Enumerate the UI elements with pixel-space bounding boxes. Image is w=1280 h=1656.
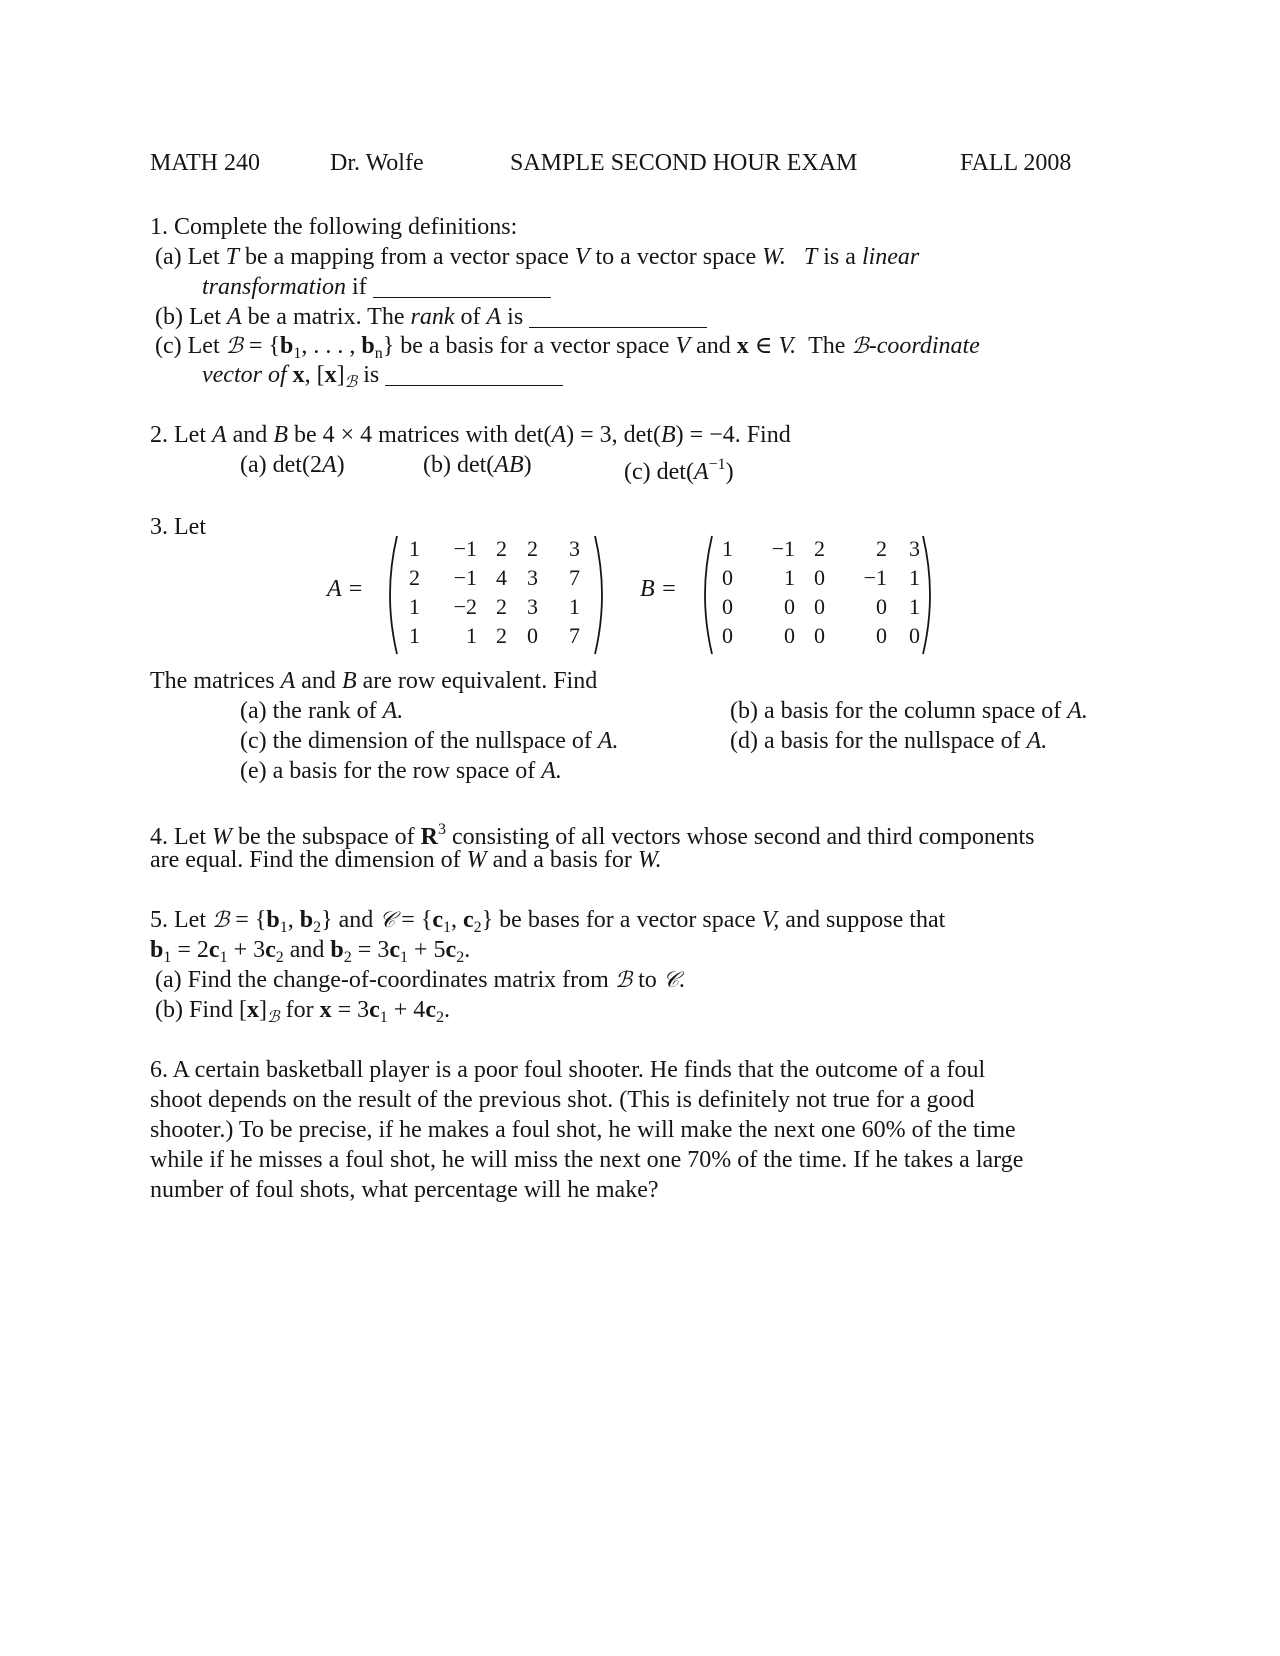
- q1c-subscript: n: [374, 345, 383, 362]
- q5-subscript: 2: [313, 919, 322, 936]
- q1c-var: V.: [778, 333, 797, 359]
- q3-var: A: [280, 668, 296, 694]
- q5-text: ,: [287, 907, 300, 933]
- q2-text: 2. Let: [150, 422, 206, 448]
- course-code: MATH 240: [150, 150, 261, 176]
- q1b-line: [155, 302, 707, 332]
- q2-text: ): [523, 452, 532, 478]
- matrix-cell: 0: [909, 623, 920, 648]
- q1a-var: V: [574, 244, 590, 270]
- q5-text: = {: [395, 907, 433, 933]
- q4-text: consisting of all vectors whose second and third components: [451, 824, 1035, 850]
- exam-term: FALL 2008: [960, 150, 1072, 176]
- q1a-text: is a: [823, 244, 856, 270]
- matrix-cell: 0: [814, 565, 825, 590]
- q5-vector: x: [319, 997, 332, 1023]
- matrix-cell: 3: [569, 536, 580, 561]
- matrix-cell: 1: [909, 594, 920, 619]
- q1c-term: -coordinate: [868, 333, 980, 359]
- answer-blank[interactable]: [385, 363, 563, 386]
- matrix-cell: 0: [814, 623, 825, 648]
- matrix-cell: 0: [876, 594, 887, 619]
- q1c-text: ∈: [748, 333, 779, 359]
- q1a-var: T: [225, 244, 239, 270]
- q6-line: number of foul shots, what percentage will he make?: [150, 1177, 659, 1203]
- q1c-term: vector of: [202, 362, 287, 388]
- q1a-text: if: [352, 274, 367, 300]
- matrix-cell: −1: [453, 565, 477, 590]
- q5-text: } and: [321, 907, 374, 933]
- q4-text: are equal. Find the dimension of: [150, 847, 461, 873]
- matrix-cell: 0: [814, 594, 825, 619]
- q2-text: ): [725, 459, 734, 485]
- matrix-cell: 3: [527, 594, 538, 619]
- q1c-text: Let: [187, 333, 220, 359]
- q5-vector: c: [208, 937, 220, 963]
- q1b-text: of: [460, 304, 481, 330]
- matrix-cell: 1: [784, 565, 795, 590]
- q2-var: AB: [494, 452, 524, 478]
- q1a-line1: [155, 242, 1130, 272]
- matrix-cell: 4: [496, 565, 507, 590]
- q5-vector: b: [266, 907, 280, 933]
- answer-blank[interactable]: [373, 275, 551, 298]
- matrix-b-label: B =: [640, 576, 677, 602]
- q2-var: B: [273, 422, 288, 448]
- q1b-label: (b): [155, 304, 183, 330]
- q2-text: be 4 × 4 matrices with det(: [293, 422, 552, 448]
- matrix-cell: −1: [453, 536, 477, 561]
- q5-text: ,: [451, 907, 463, 933]
- q5-subscript: 1: [163, 949, 172, 966]
- q5-text: + 3: [227, 937, 266, 963]
- q1a-text: to a vector space: [595, 244, 757, 270]
- matrix-cell: 1: [409, 623, 420, 648]
- q5-text: (a) Find the change-of-coordinates matrix from: [155, 967, 609, 993]
- matrix-cell: 0: [784, 594, 795, 619]
- q5-subscript: 1: [399, 949, 408, 966]
- q2-line1: [150, 420, 791, 450]
- matrix-cell: 0: [784, 623, 795, 648]
- q3-part-d: [730, 726, 1047, 756]
- q6-line: shoot depends on the result of the previous shot. (This is definitely not true for a good: [150, 1087, 975, 1113]
- q1b-text: is: [507, 304, 524, 330]
- q2-text: ) = 3, det(: [566, 422, 661, 448]
- q3-text: and: [301, 668, 336, 694]
- q6-line: shooter.) To be precise, if he makes a foul shot, he will make the next one 60% of the time: [150, 1117, 1016, 1143]
- q5-text: = 2: [171, 937, 209, 963]
- q2-text: (c) det(: [624, 459, 694, 485]
- q5-text: = {: [229, 907, 267, 933]
- matrix-a-label: A =: [327, 576, 364, 602]
- q5-text: 5. Let: [150, 907, 206, 933]
- q1a-text: be a mapping from a vector space: [244, 244, 569, 270]
- q2-part-a: [240, 450, 345, 480]
- q1c-text: The: [808, 333, 846, 359]
- q5-vector: c: [369, 997, 380, 1023]
- instructor-name: Dr. Wolfe: [330, 150, 424, 176]
- matrix-cell: 0: [527, 623, 538, 648]
- q5-text: = 3: [351, 937, 390, 963]
- q5-subscript: 2: [275, 949, 284, 966]
- q5-text: + 4: [387, 997, 426, 1023]
- q2-text: ) = −4. Find: [675, 422, 791, 448]
- q5-subscript: ℬ: [267, 1007, 280, 1026]
- q3-text: (a) the rank of: [240, 698, 377, 724]
- q5-basis-symbol: 𝒞: [662, 968, 679, 993]
- q1c-label: (c): [155, 333, 182, 359]
- matrix-cell: 3: [909, 536, 920, 561]
- q1c-text: , [: [304, 362, 325, 388]
- q1c-text: ]: [336, 362, 345, 388]
- matrix-cell: 2: [496, 623, 507, 648]
- q1a-label: (a): [155, 244, 182, 270]
- q2-part-c: [624, 450, 734, 487]
- q1c-var: V: [675, 333, 691, 359]
- q5-subscript: 1: [279, 919, 288, 936]
- q5-part-a: [155, 965, 685, 996]
- matrix-cell: 1: [569, 594, 580, 619]
- matrix-cell: 2: [496, 594, 507, 619]
- q5-subscript: 1: [443, 919, 451, 936]
- q1a-text: Let: [187, 244, 220, 270]
- matrix-cell: 2: [876, 536, 887, 561]
- q3-var: A.: [382, 698, 404, 724]
- q5-text: and suppose that: [785, 907, 946, 933]
- q5-vector: c: [389, 937, 400, 963]
- q5-text: .: [443, 997, 450, 1023]
- q5-text: = 3: [331, 997, 370, 1023]
- q5-vector: b: [299, 907, 314, 933]
- q5-part-b: [155, 995, 450, 1033]
- matrix-cell: 2: [814, 536, 825, 561]
- q1c-subscript: 1: [293, 345, 302, 362]
- q5-text: } be bases for a vector space: [481, 907, 756, 933]
- q6-line: while if he misses a foul shot, he will miss the next one 70% of the time. If he takes a large: [150, 1147, 1024, 1173]
- q5-subscript: 2: [473, 919, 482, 936]
- q5-text: to: [638, 967, 657, 993]
- matrix-cell: 1: [409, 594, 420, 619]
- matrix-cell: 1: [466, 623, 477, 648]
- q5-var: V,: [761, 907, 780, 933]
- q5-text: ]: [259, 997, 267, 1023]
- q3-part-a: [240, 696, 403, 726]
- q5-text: (b) Find [: [155, 997, 247, 1023]
- q5-basis-symbol: ℬ: [211, 908, 230, 933]
- q3-text: (b) a basis for the column space of: [730, 698, 1062, 724]
- matrix-b-right-paren: [920, 534, 940, 656]
- q5-subscript: 1: [379, 1009, 388, 1026]
- q4-superscript: 3: [437, 821, 446, 838]
- q2-text: (a) det(2: [240, 452, 322, 478]
- q3-let: 3. Let: [150, 514, 206, 540]
- q5-text: .: [464, 937, 471, 963]
- q4-text: be the subspace of: [237, 824, 415, 850]
- q3-text: (e) a basis for the row space of: [240, 758, 536, 784]
- q5-vector: c: [265, 937, 276, 963]
- q1c-vector: b: [361, 333, 375, 359]
- matrix-cell: −1: [863, 565, 887, 590]
- matrix-cell: 0: [722, 594, 733, 619]
- q1c-text: } be a basis for a vector space: [382, 333, 670, 359]
- q1a-var: T: [803, 244, 818, 270]
- q1b-var: A: [226, 304, 242, 330]
- q3-part-e: [240, 756, 562, 786]
- q3-part-b: [730, 696, 1088, 726]
- q3-var: A.: [1026, 728, 1048, 754]
- matrix-cell: 2: [496, 536, 507, 561]
- q5-subscript: 1: [219, 949, 228, 966]
- matrix-cell: 0: [722, 623, 733, 648]
- q2-part-b: [423, 450, 532, 480]
- q5-vector: c: [445, 937, 457, 963]
- q4-real-space: R: [420, 824, 438, 850]
- matrix-cell: 3: [527, 565, 538, 590]
- q1c-vector: x: [736, 333, 749, 359]
- q3-var: A.: [597, 728, 619, 754]
- q1c-text: is: [363, 362, 380, 388]
- q1c-line2: [202, 360, 563, 397]
- q5-subscript: 2: [456, 949, 465, 966]
- q1-intro: 1. Complete the following definitions:: [150, 214, 518, 240]
- q2-var: A: [321, 452, 337, 478]
- matrix-cell: −2: [453, 594, 477, 619]
- q4-var: W: [211, 824, 232, 850]
- q1b-var: A: [486, 304, 502, 330]
- q3-text: The matrices: [150, 668, 275, 694]
- q3-var: B: [341, 668, 357, 694]
- q3-var: A.: [541, 758, 562, 784]
- q1c-basis-symbol: ℬ: [851, 334, 869, 359]
- q5-text: for: [279, 997, 320, 1023]
- q5-subscript: 2: [435, 1009, 444, 1026]
- matrix-cell: 0: [876, 623, 887, 648]
- q5-vector: b: [150, 937, 164, 963]
- q3-text: (d) a basis for the nullspace of: [730, 728, 1021, 754]
- q1c-vector: x: [324, 362, 337, 388]
- matrix-cell: −1: [771, 536, 795, 561]
- q5-text: and: [283, 937, 331, 963]
- q3-var: A.: [1067, 698, 1088, 724]
- q5-subscript: 2: [343, 949, 352, 966]
- q2-var: A: [211, 422, 227, 448]
- exam-title: SAMPLE SECOND HOUR EXAM: [510, 150, 858, 176]
- q4-text: and a basis for: [492, 847, 632, 873]
- q1b-text: be a matrix. The: [247, 304, 405, 330]
- answer-blank[interactable]: [529, 305, 707, 328]
- q5-vector: c: [463, 907, 474, 933]
- q4-line2: [150, 845, 662, 875]
- q1b-term: rank: [410, 304, 455, 330]
- q2-text: and: [232, 422, 268, 448]
- q5-vector: c: [425, 997, 436, 1023]
- matrix-cell: 2: [409, 565, 420, 590]
- q3-part-c: [240, 726, 619, 756]
- q1b-text: Let: [188, 304, 221, 330]
- q1a-var: W.: [762, 244, 786, 270]
- q2-var: A: [551, 422, 567, 448]
- q1c-vector: b: [279, 333, 294, 359]
- q1a-line2: [202, 272, 551, 302]
- q3-text: (c) the dimension of the nullspace of: [240, 728, 592, 754]
- matrix-cell: 1: [909, 565, 920, 590]
- q5-text: + 5: [407, 937, 446, 963]
- q2-text: ): [336, 452, 345, 478]
- q1c-text: = {: [242, 333, 280, 359]
- matrix-cell: 7: [569, 623, 580, 648]
- q1c-subscript: ℬ: [344, 372, 358, 391]
- q1c-basis-symbol: ℬ: [225, 334, 243, 359]
- q3-statement: [150, 666, 597, 696]
- matrix-cell: 7: [569, 565, 580, 590]
- q2-superscript: −1: [708, 456, 726, 473]
- q1a-term: linear: [861, 244, 920, 270]
- q1a-term: transformation: [202, 274, 347, 300]
- q5-vector: c: [432, 907, 443, 933]
- q2-var: B: [660, 422, 676, 448]
- q1c-text: and: [696, 333, 731, 359]
- matrix-cell: 1: [722, 536, 733, 561]
- matrix-a-right-paren: [592, 534, 612, 656]
- q6-line: 6. A certain basketball player is a poor foul shooter. He finds that the outcome of a foul: [150, 1057, 986, 1083]
- q4-text: 4. Let: [150, 824, 206, 850]
- q2-text: (b) det(: [423, 452, 495, 478]
- q5-basis-symbol: 𝒞: [379, 908, 396, 933]
- q1c-text: , . . . ,: [301, 333, 362, 359]
- q5-vector: b: [330, 937, 344, 963]
- q5-vector: x: [247, 997, 259, 1023]
- q5-text: .: [678, 967, 685, 993]
- matrix-cell: 0: [722, 565, 733, 590]
- q1c-vector: x: [292, 362, 305, 388]
- q5-basis-symbol: ℬ: [614, 968, 633, 993]
- q3-text: are row equivalent. Find: [362, 668, 598, 694]
- matrix-cell: 1: [409, 536, 420, 561]
- q4-var: W: [466, 847, 487, 873]
- matrix-cell: 2: [527, 536, 538, 561]
- q2-var: A: [693, 459, 709, 485]
- q4-var: W.: [637, 847, 662, 873]
